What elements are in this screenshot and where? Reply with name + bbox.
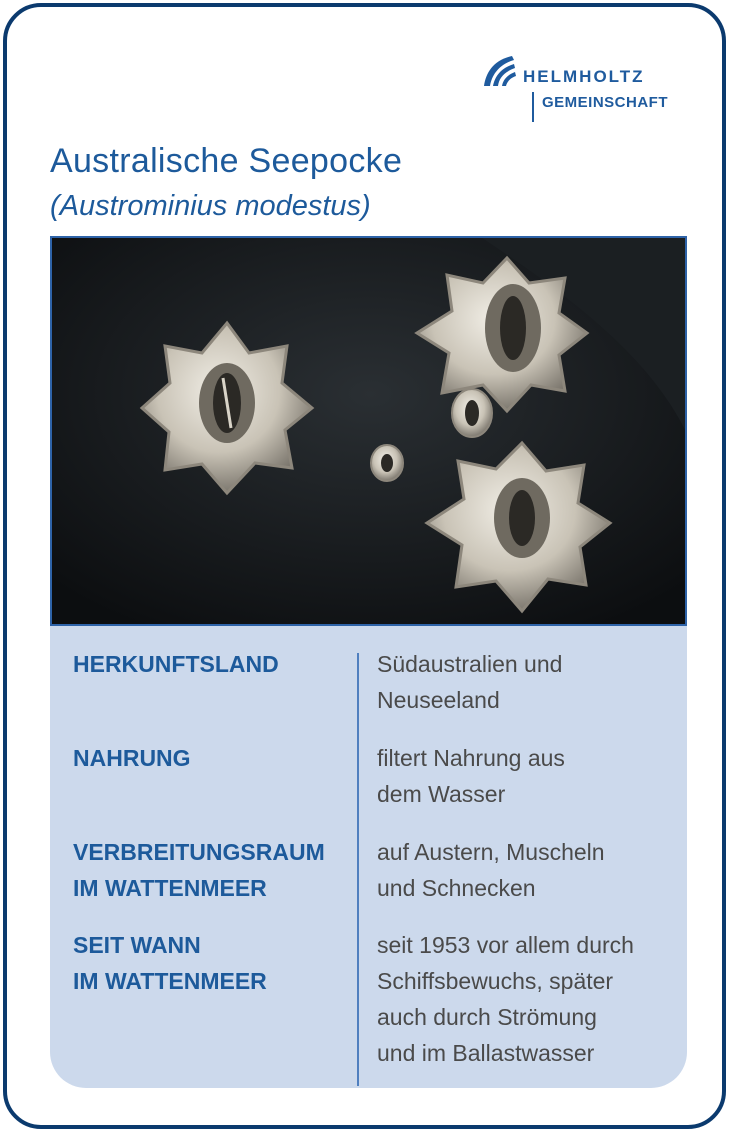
- fact-value: auf Austern, Muscheln und Schnecken: [377, 839, 605, 901]
- fact-label: NAHRUNG: [73, 745, 191, 771]
- logo-text-gemeinschaft: GEMEINSCHAFT: [542, 94, 668, 111]
- logo-divider: [532, 92, 534, 122]
- fact-value: filtert Nahrung aus dem Wasser: [377, 745, 565, 807]
- facts-panel: [50, 626, 687, 1088]
- helmholtz-mark-icon: [482, 54, 518, 88]
- species-title: Australische Seepocke: [50, 142, 403, 180]
- fact-label: SEIT WANN IM WATTENMEER: [73, 932, 267, 994]
- fact-label: HERKUNFTSLAND: [73, 651, 279, 677]
- fact-value: seit 1953 vor allem durch Schiffsbewuchs, später auch durch Strömung und im Ballastwasser: [377, 932, 634, 1066]
- species-latin-name: (Austrominius modestus): [50, 190, 371, 222]
- fact-value: Südaustralien und Neuseeland: [377, 651, 563, 713]
- barnacle-photo: [50, 236, 687, 626]
- column-divider: [357, 653, 359, 1086]
- fact-label: VERBREITUNGSRAUM IM WATTENMEER: [73, 839, 325, 901]
- helmholtz-logo: [482, 54, 692, 124]
- logo-text-helmholtz: HELMHOLTZ: [523, 67, 645, 86]
